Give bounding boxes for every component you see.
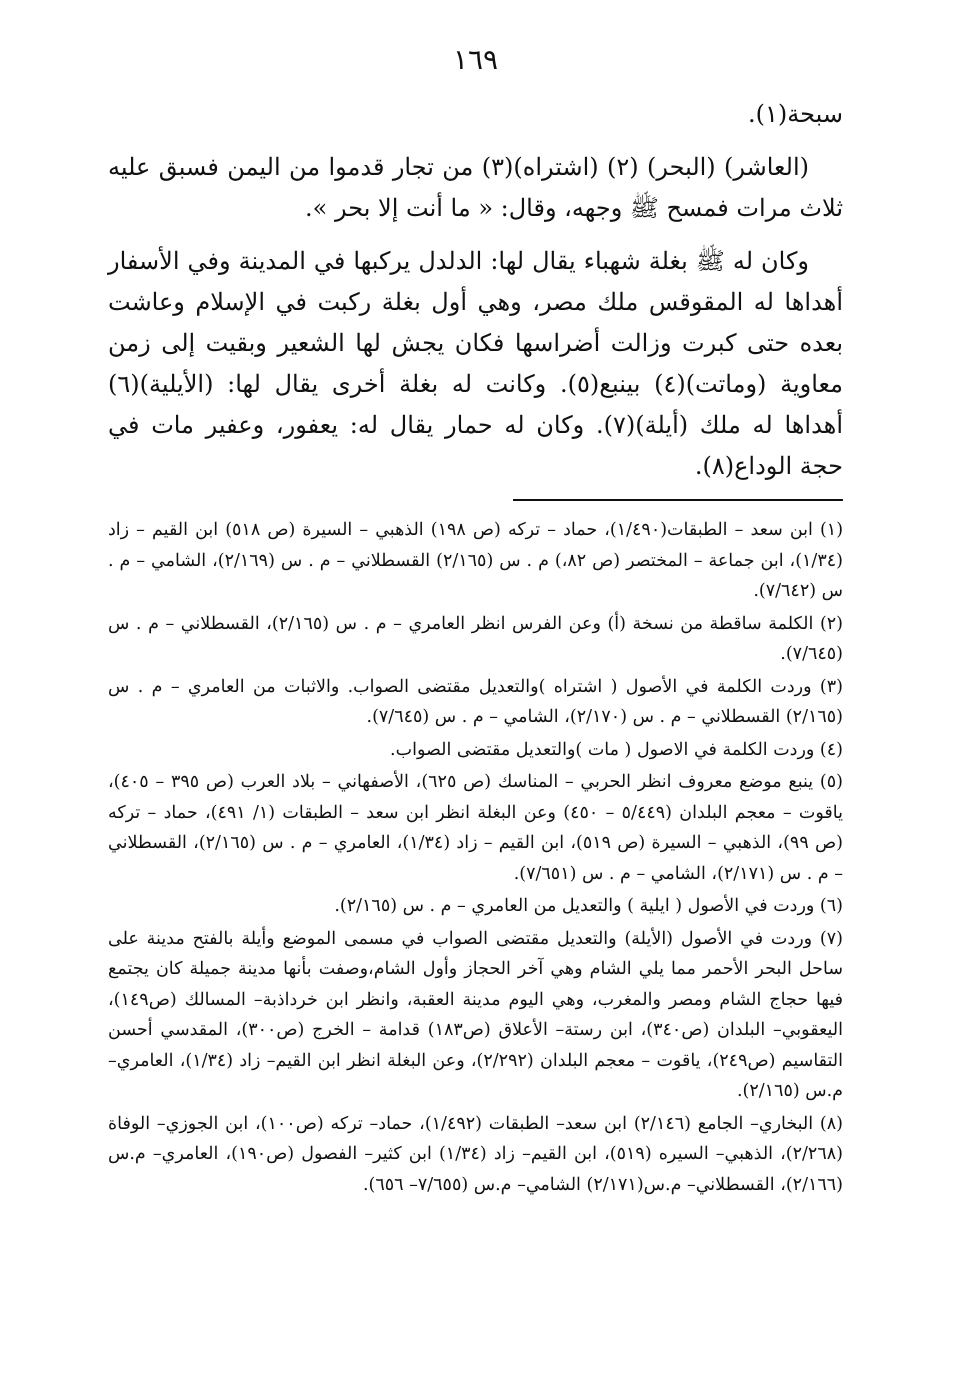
footnote-2: (٢) الكلمة ساقطة من نسخة (أ) وعن الفرس انظر العامري – م . س (٢/١٦٥)، القسطلاني – م . س (٧/٦٤٥). [108, 613, 843, 664]
footnote-3: (٣) وردت الكلمة في الأصول ( اشتراه )والتعديل مقتضى الصواب. والاثبات من العامري – م . س (٢/١٦٥) القسطلاني – م . س (٢/١٧٠)، الشامي – م . س (٧/٦٤٥). [108, 676, 843, 727]
footnote-5: (٥) ينبع موضع معروف انظر الحربي – المناسك (ص ٦٢٥)، الأصفهاني – بلاد العرب (ص ٣٩٥ – ٤٠٥)، ياقوت – معجم البلدان (٥/٤٤٩ – ٤٥٠) وعن البغلة انظر ابن سعد – الطبقات (١/ ٤٩١)، حماد – تركه (ص ٩٩)، الذهبي – السيرة (ص ٥١٩)، ابن القيم – زاد (١/٣٤)، العامري – م . س (٢/١٦٥)، القسطلاني – م . س (٢/١٧١)، الشامي – م . س (٧/٦٥١). [108, 772, 843, 884]
footnote-1: (١) ابن سعد – الطبقات(١/٤٩٠)، حماد – تركه (ص ١٩٨) الذهبي – السيرة (ص ٥١٨) ابن القيم – زاد (١/٣٤)، ابن جماعة – المختصر (ص ٨٢،) م . س (٢/١٦٥) القسطلاني – م . س (٢/١٦٩)، الشامي – م . س (٧/٦٤٢). [108, 520, 844, 601]
footnote-6: (٦) وردت في الأصول ( ايلية ) والتعديل من العامري – م . س (٢/١٦٥). [334, 896, 843, 916]
paragraph-2: (العاشر) (البحر) (٢) (اشتراه)(٣) من تجار قدموا من اليمن فسبق عليه ثلاث مرات فمسح ﷺ وجهه، وقال: « ما أنت إلا بحر ». [108, 153, 843, 222]
footnote-7: (٧) وردت في الأصول (الأيلة) والتعديل مقتضى الصواب في مسمى الموضع وأيلة بالفتح مدينة على ساحل البحر الأحمر مما يلي الشام وهي آخر الحجاز وأول الشام،وصفت بأنها مدينة جميلة كان يجتمع فيها حجاج الشام ومصر والمغرب، وهي اليوم مدينة العقبة، وانظر ابن خرداذبة– المسالك (ص١٤٩)، اليعقوبي– البلدان (ص٣٤٠)، ابن رستة– الأعلاق (ص١٨٣) قدامة – الخرج (ص٣٠٠)، المقدسي أحسن التقاسيم (ص٢٤٩)، ياقوت – معجم البلدان (٢/٢٩٢)، وعن البغلة انظر ابن القيم– زاد (١/٣٤)، العامري– م.س (٢/١٦٥). [108, 928, 843, 1101]
page-number: ١٦٩ [452, 43, 499, 76]
book-page [108, 40, 843, 1202]
footnotes [108, 515, 843, 1200]
footnote-divider [513, 499, 843, 501]
main-text [108, 94, 843, 487]
footnote-4: (٤) وردت الكلمة في الاصول ( مات )والتعديل مقتضى الصواب. [390, 739, 843, 760]
paragraph-1: سبحة(١). [748, 100, 843, 128]
paragraph-3: وكان له ﷺ بغلة شهباء يقال لها: الدلدل يركبها في المدينة وفي الأسفار أهداها له المقوقس ملك مصر، وهي أول بغلة ركبت في الإسلام وعاشت بعده حتى كبرت وزالت أضراسها فكان يجش لها الشعير وبقيت إلى زمن معاوية (وماتت)(٤) بينبع(٥). وكانت له بغلة أخرى يقال لها: (الأيلية)(٦) أهداها له ملك (أيلة)(٧). وكان له حمار يقال له: يعفور، وعفير مات في حجة الوداع(٨). [108, 247, 844, 480]
footnote-8: (٨) البخاري– الجامع (٢/١٤٦) ابن سعد– الطبقات (١/٤٩٢)، حماد– تركه (ص١٠٠)، ابن الجوزي– الوفاة (٢/٢٦٨)، الذهبي– السيره (٥١٩)، ابن القيم– زاد (١/٣٤) ابن كثير– الفصول (ص١٩٠)، العامري– م.س (٢/١٦٦)، القسطلاني– م.س(٢/١٧١) الشامي– م.س (٧/٦٥٥– ٦٥٦). [108, 1113, 843, 1195]
